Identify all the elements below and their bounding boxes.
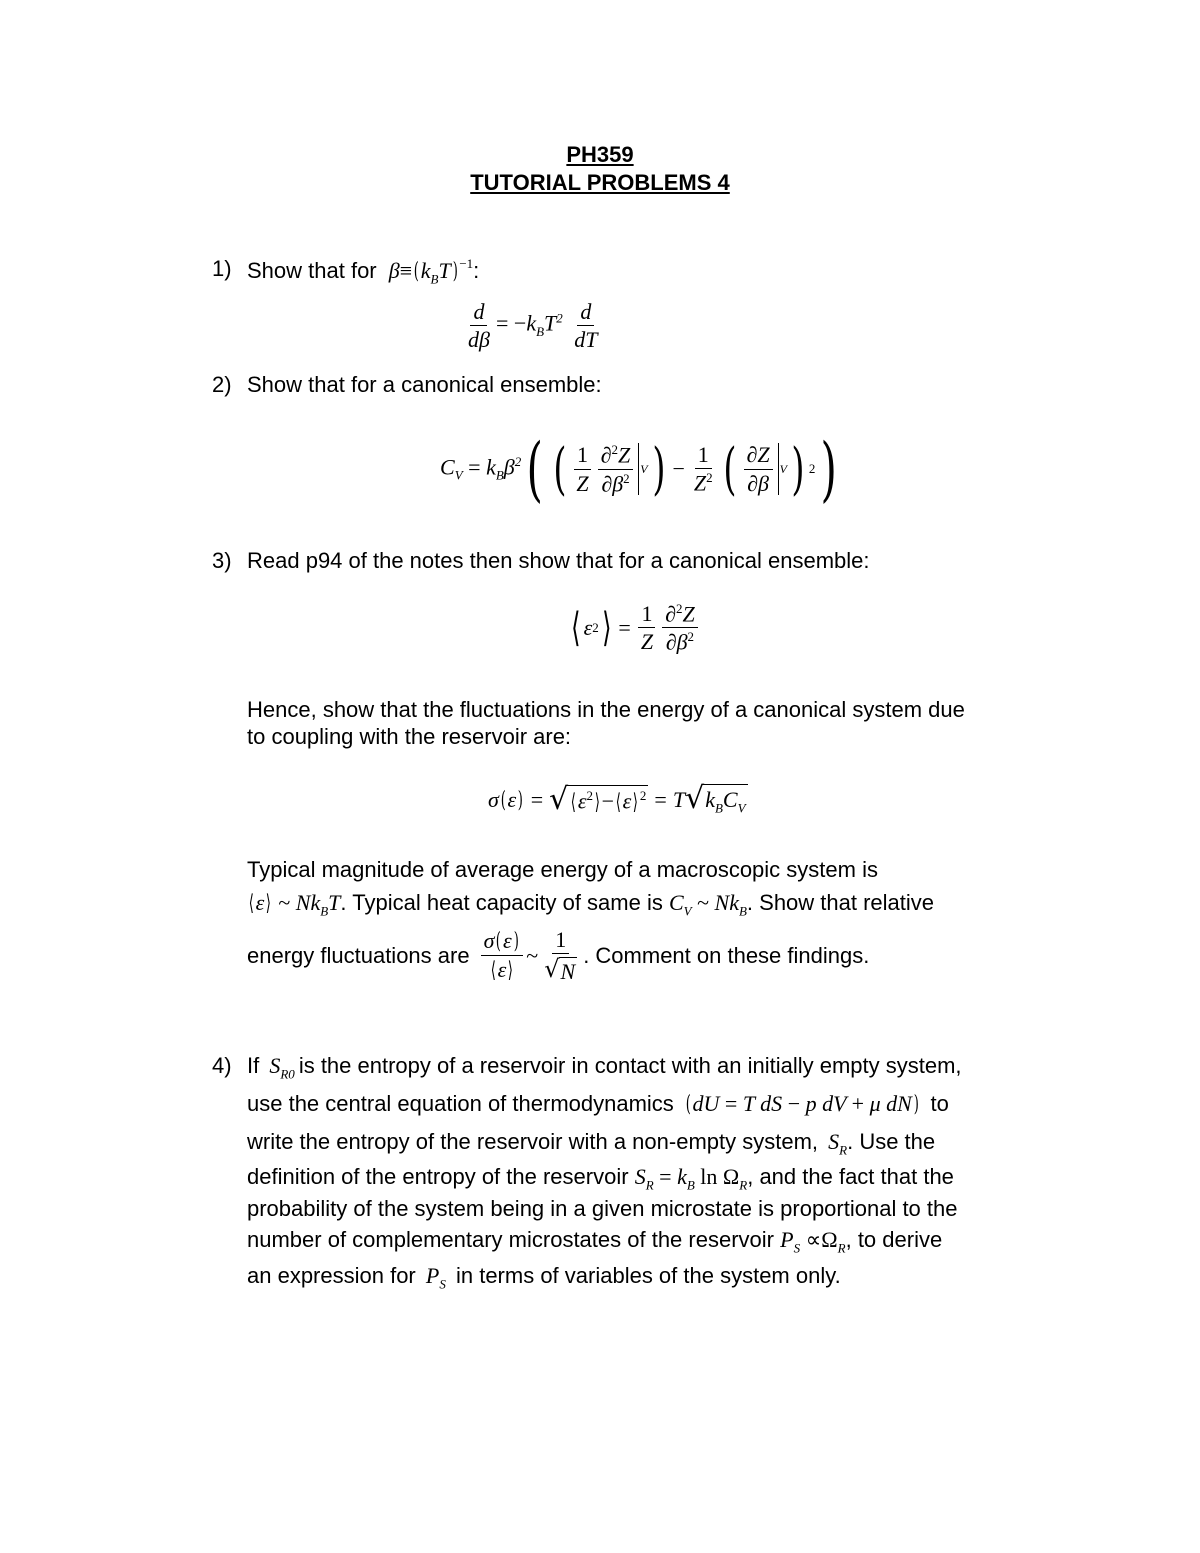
problem-3-text: Read p94 of the notes then show that for a canonical ensemble:: [247, 548, 870, 573]
problem-4-line-1: [247, 1053, 962, 1082]
to-text: to: [930, 1091, 949, 1116]
central-equation: (dU = T dS − p dV + μ dN): [685, 1091, 919, 1117]
system-probability: $P_S$: [425, 1263, 446, 1292]
line1-text: is the entropy of a reservoir in contact with an initially empty system,: [298, 1053, 962, 1078]
typical-line-1: Typical magnitude of average energy of a macroscopic system is: [247, 857, 878, 882]
line3-text: write the entropy of the reservoir with a non-empty system,: [247, 1129, 819, 1154]
hence-line-1: Hence, show that the fluctuations in the energy of a canonical system due: [247, 697, 965, 722]
problem-4-line-6: [247, 1227, 942, 1256]
typical-heat-capacity-text: . Typical heat capacity of same is: [340, 890, 663, 915]
reservoir-entropy-initial: $S_{R0}$: [269, 1053, 295, 1082]
use-the-text: . Use the: [847, 1129, 936, 1154]
typical-line-2: [247, 890, 934, 919]
problem-1-colon: :: [473, 258, 480, 283]
problem-4-line-7: [247, 1263, 841, 1292]
equation-4: σ ( ε ) = √ $⟨\varepsilon^2⟩-⟨\varepsilon⟩$ $^2$ = T √ $k_BC_V$: [488, 781, 746, 818]
mean-energy-estimate: ⟨ε⟩ ~ $Nk_BT$: [248, 890, 341, 919]
problem-4-number: 4): [212, 1053, 232, 1078]
comment-text: . Comment on these findings.: [583, 942, 870, 968]
and-fact-text: , and the fact that the: [747, 1164, 954, 1189]
problem-1-number: 1): [212, 256, 232, 281]
equation-2: $C_V = k_B\beta^2$ ( ( $\frac{1}{Z}$ $\frac{\partial^2Z}{\partial\beta^2}$ V ) − $\frac{1}{Z^2}$ ( $\frac{\partial Z}{\partial\beta}$ V ) 2 ): [440, 428, 838, 510]
reservoir-entropy: $S_R$: [828, 1129, 848, 1158]
equation-3: ⟨ ε 2 ⟩ = $\frac{1}{Z}$ $\frac{\partial^2Z}{\partial\beta^2}$: [568, 602, 701, 654]
problem-4-line-3: [247, 1129, 935, 1158]
beta-definition: $\beta\equiv(k_BT)$ $^{-1}$: [388, 256, 474, 287]
to-derive-text: , to derive: [845, 1227, 943, 1252]
line4-text: definition of the entropy of the reservoir: [247, 1164, 629, 1189]
line7-end-text: in terms of variables of the system only.: [455, 1263, 841, 1288]
if-text: If: [247, 1053, 260, 1078]
proportionality: $P_S \propto\Omega_R$: [780, 1227, 846, 1256]
problem-4-line-4: [247, 1164, 954, 1193]
equation-1: $\frac{d}{d\beta}$ = $-k_BT^2$ $\frac{d}{dT}$: [468, 299, 598, 353]
line6-text: number of complementary microstates of the reservoir: [247, 1227, 774, 1252]
course-code: PH359: [566, 142, 634, 167]
problem-2-number: 2): [212, 372, 232, 397]
energy-fluctuations-text: energy fluctuations are: [247, 942, 470, 968]
line2-text: use the central equation of thermodynamics: [247, 1091, 674, 1116]
problem-4-line-2: [247, 1091, 949, 1117]
hence-line-2: to coupling with the reservoir are:: [247, 724, 572, 749]
show-relative-text: . Show that relative: [746, 890, 935, 915]
typical-line-3: [247, 928, 869, 983]
problem-4-line-5: probability of the system being in a given microstate is proportional to the: [247, 1196, 958, 1221]
problem-1-statement: Show that for: [247, 258, 377, 283]
line7-text: an expression for: [247, 1263, 416, 1288]
problem-2-text: Show that for a canonical ensemble:: [247, 372, 602, 397]
problem-3-number: 3): [212, 548, 232, 573]
heat-capacity-estimate: $C_V$ ~ $Nk_B$: [668, 890, 747, 919]
boltzmann-entropy: $S_R = k_B$ $\ln \Omega_R$: [634, 1164, 748, 1193]
page-title: TUTORIAL PROBLEMS 4: [470, 170, 730, 195]
problem-1-text: [247, 256, 479, 287]
relative-fluctuation-formula: $\frac{\sigma(\varepsilon)}{⟨\varepsilon⟩}$ ~ 1 √ N: [478, 928, 584, 983]
